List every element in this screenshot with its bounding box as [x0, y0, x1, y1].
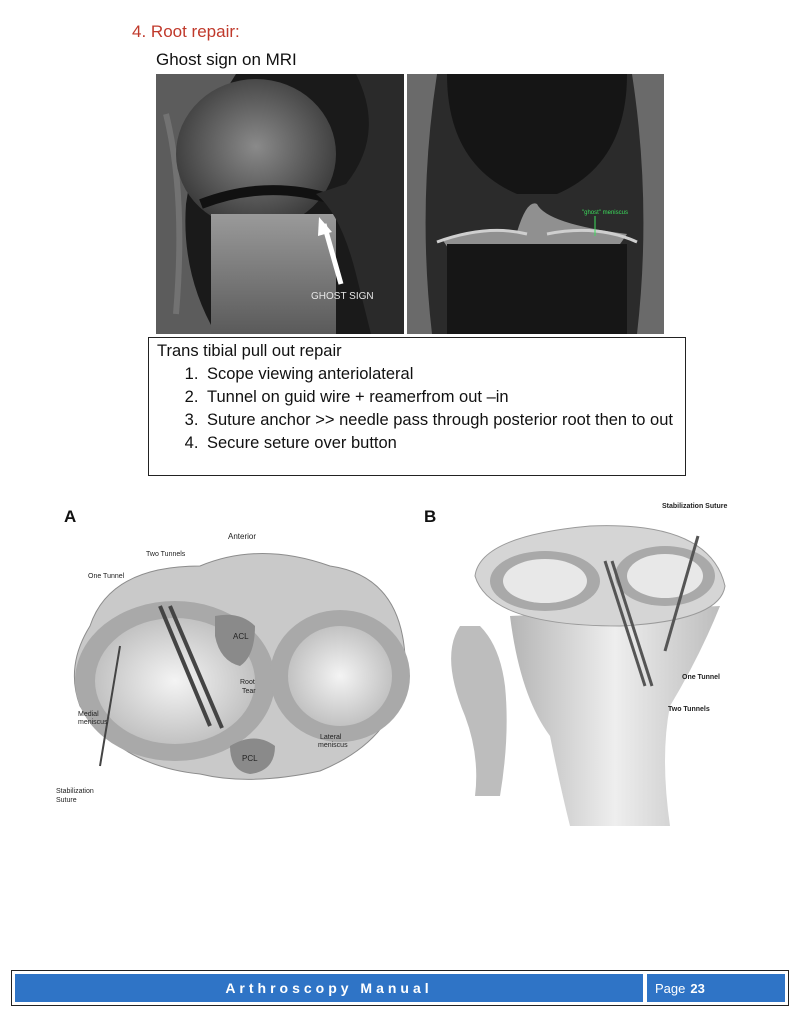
diagram-b — [420, 496, 770, 826]
label-medial-2: meniscus — [78, 719, 108, 726]
panel-label-b: B — [424, 507, 437, 526]
procedure-box — [148, 337, 686, 476]
procedure-steps — [157, 363, 677, 455]
procedure-step: 4. Secure seture over button — [203, 432, 677, 455]
panel-label-a: A — [64, 507, 77, 526]
label-lateral-1: Lateral — [320, 734, 342, 741]
label-anterior: Anterior — [228, 532, 257, 541]
footer-page-number: 23 — [690, 980, 705, 996]
section-title: Root repair: — [150, 22, 240, 41]
procedure-step: 2. Tunnel on guid wire + reamerfrom out –in — [203, 386, 677, 409]
mri-caption: Ghost sign on MRI — [156, 50, 297, 69]
footer-page — [647, 974, 785, 1002]
ghost-meniscus-label: "ghost" meniscus — [582, 210, 628, 216]
mri-sagittal-image — [156, 74, 404, 334]
page-footer — [11, 970, 789, 1006]
label-root-tear-1: Root — [240, 679, 255, 686]
label-two-tunnels: Two Tunnels — [146, 551, 186, 558]
label-one-tunnel-b: One Tunnel — [682, 674, 720, 681]
label-stabilization-1: Stabilization — [56, 788, 94, 795]
procedure-title: Trans tibial pull out repair — [157, 342, 342, 360]
label-one-tunnel: One Tunnel — [88, 573, 125, 580]
footer-title: Arthroscopy Manual — [15, 974, 643, 1002]
label-lateral-2: meniscus — [318, 742, 348, 749]
label-medial-1: Medial — [78, 711, 99, 718]
label-two-tunnels-b: Two Tunnels — [668, 706, 710, 713]
footer-page-label: Page — [655, 980, 686, 996]
label-stabilization-suture: Stabilization Suture — [662, 503, 728, 510]
procedure-step: 3. Suture anchor >> needle pass through posterior root then to out — [203, 409, 677, 432]
mri-figure — [156, 74, 664, 334]
label-pcl: PCL — [242, 754, 258, 763]
mri-coronal-image — [407, 74, 664, 334]
label-stabilization-2: Suture — [56, 797, 77, 804]
label-acl: ACL — [233, 632, 249, 641]
diagram-a — [50, 496, 420, 826]
label-root-tear-2: Tear — [242, 688, 256, 695]
ghost-sign-label: GHOST SIGN — [311, 291, 374, 302]
procedure-step: 1. Scope viewing anteriolateral — [203, 363, 677, 386]
section-number: 4. — [132, 22, 147, 41]
section-heading — [132, 22, 240, 42]
